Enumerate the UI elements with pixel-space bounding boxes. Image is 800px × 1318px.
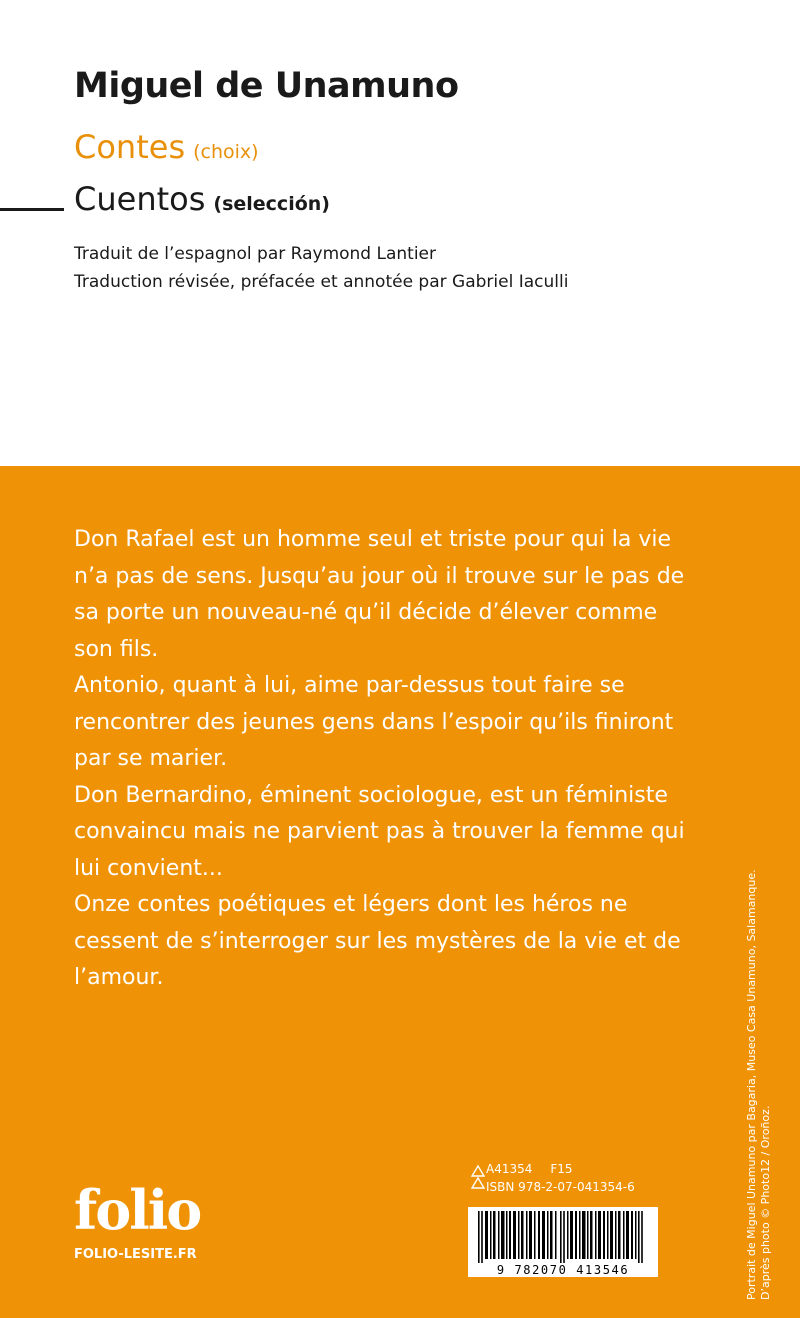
folio-logo: folio <box>74 1178 201 1242</box>
back-cover-panel <box>0 466 800 1318</box>
title-rule <box>0 208 64 211</box>
barcode-digits: 9 782070 413546 <box>496 1263 630 1277</box>
product-codes <box>468 1160 635 1196</box>
barcode <box>468 1207 658 1277</box>
isbn-text: ISBN 978-2-07-041354-6 <box>486 1180 635 1194</box>
title-french <box>74 128 259 166</box>
title-spanish-note: (selección) <box>213 193 330 215</box>
blurb-paragraph: Don Rafael est un homme seul et triste pour qui la vie n’a pas de sens. Jusqu’au jour où il trouve sur le pas de sa porte un nouveau-né qu’il décide d’élever comme son fils. <box>74 527 685 662</box>
title-french-text: Contes <box>74 128 186 166</box>
translator-credit: Traduit de l’espagnol par Raymond Lantier <box>74 244 436 264</box>
barcode-bars <box>478 1211 648 1263</box>
price-code: F15 <box>550 1162 573 1176</box>
blurb-paragraph: Onze contes poétiques et légers dont les héros ne cessent de s’interroger sur les mystères de la vie et de l’amour. <box>74 892 681 990</box>
reference-code: A41354 <box>486 1162 533 1176</box>
author-name: Miguel de Unamuno <box>74 66 459 106</box>
title-spanish-text: Cuentos <box>74 180 206 218</box>
blurb-paragraph: Don Bernardino, éminent sociologue, est un féministe convaincu mais ne parvient pas à trouver la femme qui lui convient... <box>74 782 685 881</box>
title-panel <box>0 0 800 466</box>
revision-credit: Traduction révisée, préfacée et annotée par Gabriel Iaculli <box>74 272 569 292</box>
title-french-note: (choix) <box>193 141 259 163</box>
blurb <box>74 522 694 997</box>
website-link[interactable]: FOLIO-LESITE.FR <box>74 1247 197 1262</box>
blurb-paragraph: Antonio, quant à lui, aime par-dessus tout faire se rencontrer des jeunes gens dans l’espoir qu’ils finiront par se marier. <box>74 673 674 771</box>
title-spanish <box>74 180 330 218</box>
photo-credit: Portrait de Miguel Unamuno par Bagaria, Museo Casa Unamuno, Salamanque. D’après photo © Photo12 / Oroñoz. <box>745 869 772 1300</box>
